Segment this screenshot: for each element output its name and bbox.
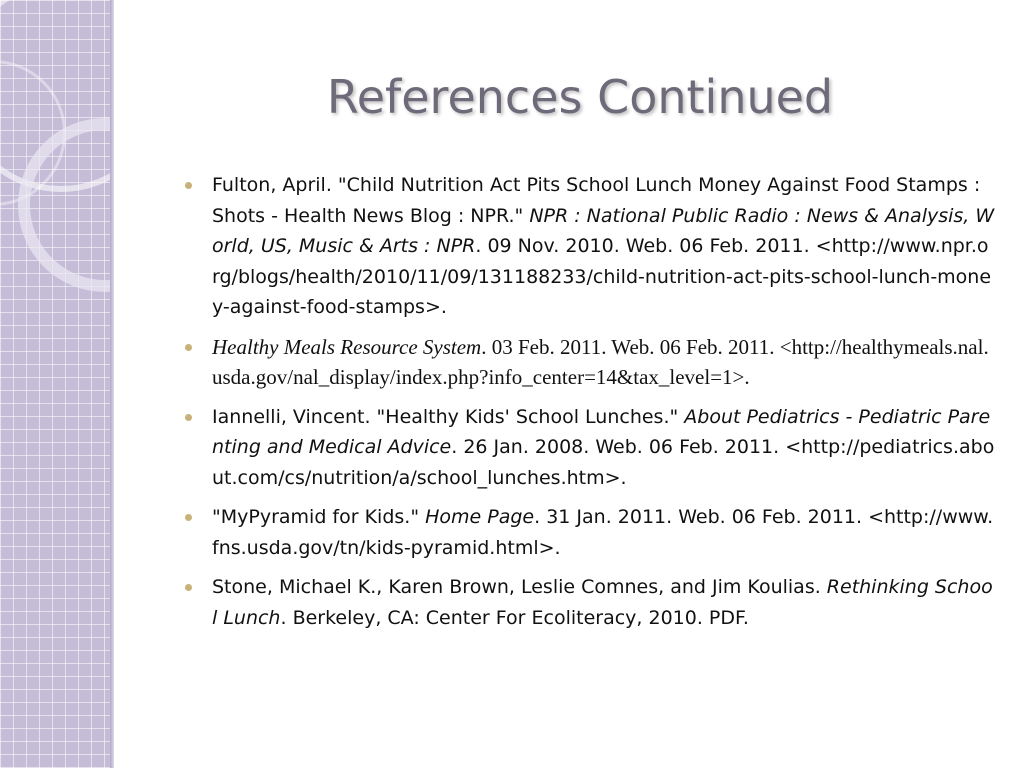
reference-prefix: Fulton, April. "Child Nutrition Act Pits School Lunch Money Against Food Stamps : Shots - Health News Blog : NPR." [212,174,981,227]
sidebar-edge [110,0,114,768]
reference-prefix: Stone, Michael K., Karen Brown, Leslie Comnes, and Jim Koulias. [212,576,827,598]
bullet-icon [185,182,192,189]
reference-text [212,576,993,629]
reference-item [185,170,995,323]
reference-source-title: Rethinking School Lunch [212,576,993,629]
bullet-icon [185,514,192,521]
reference-prefix: Iannelli, Vincent. "Healthy Kids' School Lunches." [212,405,685,428]
slide-title: References Continued [326,70,834,124]
reference-item [185,572,995,633]
reference-suffix: . 09 Nov. 2010. Web. 06 Feb. 2011. <http://www.npr.org/blogs/health/2010/11/09/131188233/child-nutrition-act-pits-school-lunch-money-against-food-stamps>. [212,235,992,318]
reference-item [185,502,995,563]
reference-list [185,170,995,642]
reference-item [185,402,995,494]
reference-item [185,332,995,393]
reference-suffix: . 03 Feb. 2011. Web. 06 Feb. 2011. <http://healthymeals.nal.usda.gov/nal_display/index.php?info_center=14&tax_level=1>. [212,334,989,389]
decorative-sidebar [0,0,114,768]
reference-suffix: . 26 Jan. 2008. Web. 06 Feb. 2011. <http://pediatrics.about.com/cs/nutrition/a/school_lunches.htm>. [212,436,995,489]
reference-source-title: About Pediatrics - Pediatric Parenting and Medical Advice [212,405,991,458]
reference-source-title: Healthy Meals Resource System [212,334,482,359]
reference-text [212,506,993,559]
bullet-icon [185,414,192,421]
reference-prefix: "MyPyramid for Kids." [212,506,426,528]
reference-text [212,174,994,318]
bullet-icon [185,584,192,591]
reference-source-title: Home Page [425,506,535,528]
reference-text [212,335,989,390]
bullet-icon [185,344,192,351]
reference-source-title: NPR : National Public Radio : News & Analysis, World, US, Music & Arts : NPR [212,204,995,257]
reference-text [212,406,994,489]
reference-suffix: . 31 Jan. 2011. Web. 06 Feb. 2011. <http://www.fns.usda.gov/tn/kids-pyramid.html>. [212,506,994,559]
reference-suffix: . Berkeley, CA: Center For Ecoliteracy, 2010. PDF. [280,606,749,629]
